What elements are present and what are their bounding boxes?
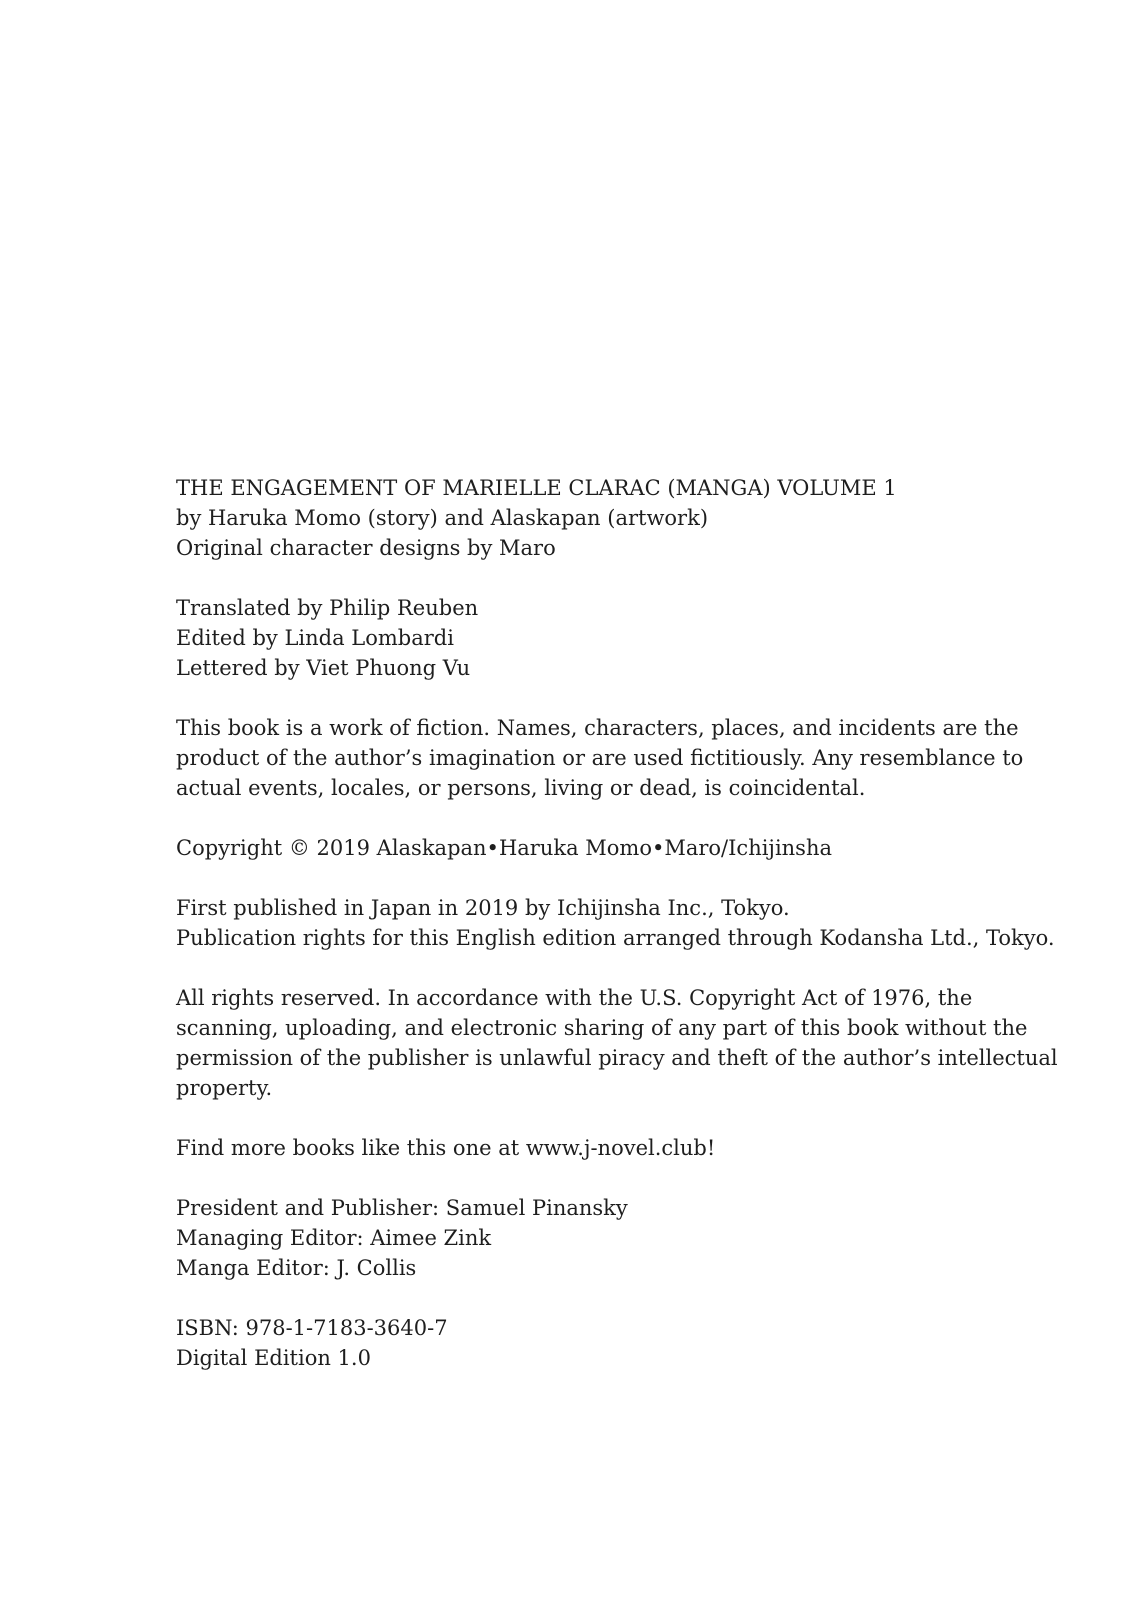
publisher-block <box>176 1193 1076 1283</box>
edition-line: Digital Edition 1.0 <box>176 1346 371 1370</box>
isbn-line: ISBN: 978-1-7183-3640-7 <box>176 1316 448 1340</box>
website-block <box>176 1133 1076 1163</box>
credits-text <box>176 473 1076 1373</box>
disclaimer-line: product of the author’s imagination or are used fictitiously. Any resemblance to <box>176 746 1024 770</box>
rights-line: All rights reserved. In accordance with the U.S. Copyright Act of 1976, the <box>176 986 973 1010</box>
book-title: THE ENGAGEMENT OF MARIELLE CLARAC (MANGA) VOLUME 1 <box>176 476 897 500</box>
rights-line: property. <box>176 1076 273 1100</box>
publication-block <box>176 893 1076 953</box>
first-published-line: First published in Japan in 2019 by Ichijinsha Inc., Tokyo. <box>176 896 790 920</box>
disclaimer-line: This book is a work of fiction. Names, characters, places, and incidents are the <box>176 716 1019 740</box>
copyright-block <box>176 833 1076 863</box>
isbn-block <box>176 1313 1076 1373</box>
rights-line: scanning, uploading, and electronic sharing of any part of this book without the <box>176 1016 1028 1040</box>
website-line: Find more books like this one at www.j-novel.club! <box>176 1136 716 1160</box>
fiction-disclaimer <box>176 713 1076 803</box>
staff-block <box>176 593 1076 683</box>
editor-line: Edited by Linda Lombardi <box>176 626 454 650</box>
title-block <box>176 473 1076 563</box>
character-designs-line: Original character designs by Maro <box>176 536 556 560</box>
disclaimer-line: actual events, locales, or persons, living or dead, is coincidental. <box>176 776 866 800</box>
copyright-line: Copyright © 2019 Alaskapan•Haruka Momo•Maro/Ichijinsha <box>176 836 833 860</box>
rights-block <box>176 983 1076 1103</box>
translator-line: Translated by Philip Reuben <box>176 596 479 620</box>
managing-editor-line: Managing Editor: Aimee Zink <box>176 1226 492 1250</box>
publication-rights-line: Publication rights for this English edition arranged through Kodansha Ltd., Tokyo. <box>176 926 1055 950</box>
letterer-line: Lettered by Viet Phuong Vu <box>176 656 471 680</box>
manga-editor-line: Manga Editor: J. Collis <box>176 1256 417 1280</box>
authors-line: by Haruka Momo (story) and Alaskapan (artwork) <box>176 506 709 530</box>
president-line: President and Publisher: Samuel Pinansky <box>176 1196 628 1220</box>
rights-line: permission of the publisher is unlawful piracy and theft of the author’s intellectual <box>176 1046 1058 1070</box>
